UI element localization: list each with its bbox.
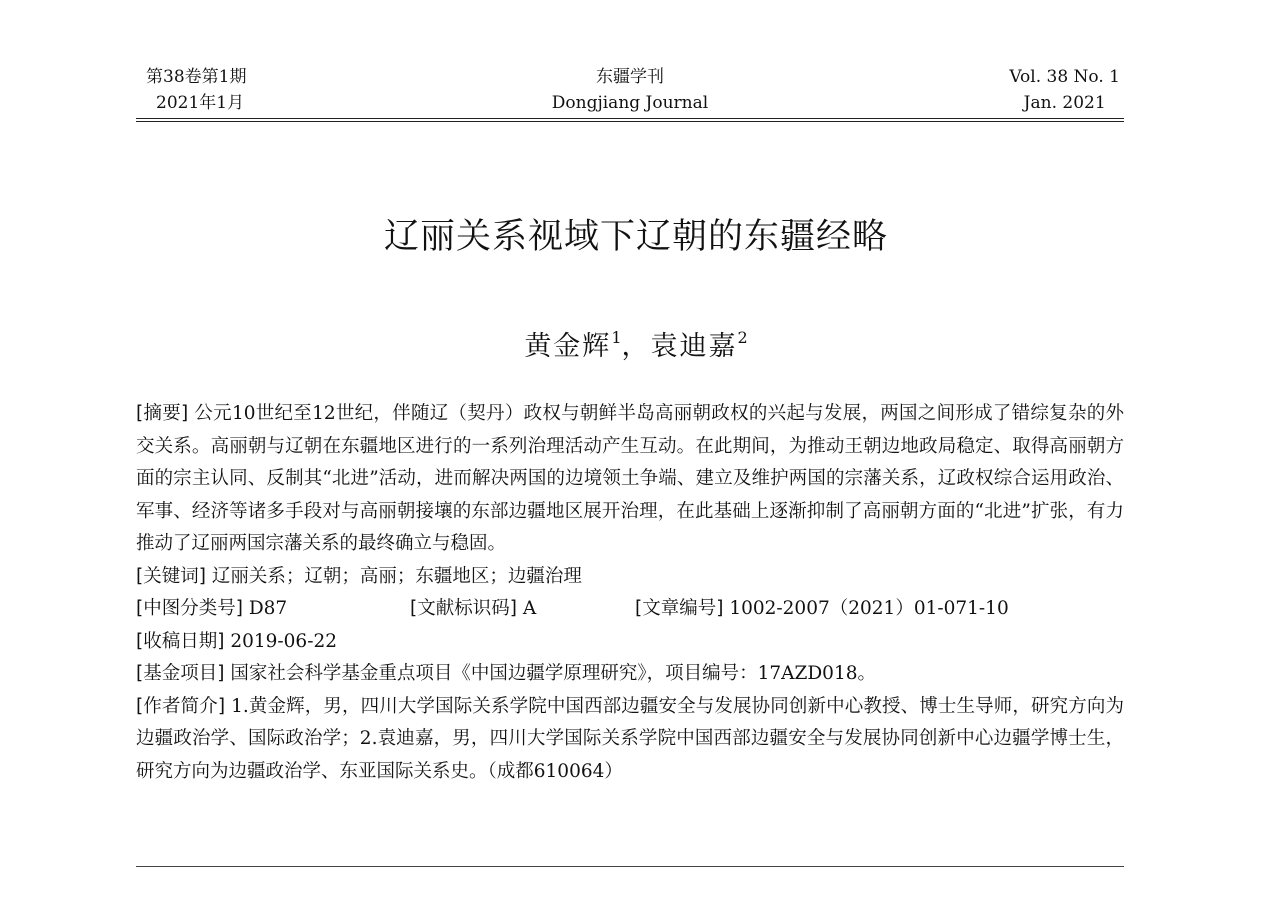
volume-en: Vol. 38 No. 1 (1009, 67, 1120, 87)
front-matter (136, 398, 1124, 788)
author-bio (136, 691, 1124, 789)
clc-label: [中图分类号] (136, 598, 243, 619)
author-2-affiliation: 2 (737, 328, 748, 347)
fund-label: [基金项目] (136, 663, 225, 684)
fund-project (136, 658, 1124, 691)
header-center (136, 64, 1124, 116)
running-header (136, 62, 1124, 120)
document-code (410, 593, 536, 626)
journal-name-cn: 东疆学刊 (596, 67, 664, 87)
clc-value: D87 (248, 598, 288, 619)
author-line (0, 318, 1272, 367)
author-2: 袁迪嘉 (650, 331, 738, 362)
article-number (635, 593, 1009, 626)
document-code-value: A (522, 598, 537, 619)
article-number-label: [文章编号] (635, 598, 724, 619)
document-code-label: [文献标识码] (410, 598, 517, 619)
keywords-text: 辽丽关系；辽朝；高丽；东疆地区；边疆治理 (211, 565, 582, 587)
received-date (136, 626, 1124, 659)
classification-row (136, 593, 1124, 626)
received-value: 2019-06-22 (230, 630, 337, 652)
fund-text: 国家社会科学基金重点项目《中国边疆学原理研究》，项目编号：17AZD018。 (230, 663, 876, 684)
abstract-text: 公元10世纪至12世纪，伴随辽（契丹）政权与朝鲜半岛高丽朝政权的兴起与发展，两国之间形成了错综复杂的外交关系。高丽朝与辽朝在东疆地区进行的一系列治理活动产生互动。在此期间，为推动王朝边地政局稳定、取得高丽朝方面的宗主认同、反制其“北进”活动，进而解决两国的边境领土争端、建立及维护两国的宗藩关系，辽政权综合运用政治、军事、经济等诸多手段对与高丽朝接壤的东部边疆地区展开治理，在此基础上逐渐抑制了高丽朝方面的“北进”扩张，有力推动了辽丽两国宗藩关系的最终确立与稳固。 (136, 403, 1124, 554)
keywords-label: [关键词] (136, 565, 206, 587)
author-1: 黄金辉 (524, 331, 612, 362)
header-rule-bottom (136, 121, 1124, 122)
journal-name-en: Dongjiang Journal (551, 93, 709, 113)
volume-issue: 第38卷第1期 (146, 67, 247, 87)
footnote-rule (136, 866, 1124, 867)
abstract-label: [摘要] (136, 403, 189, 424)
header-right (1009, 64, 1120, 116)
article-title: 辽丽关系视域下辽朝的东疆经略 (383, 217, 888, 257)
clc-number (136, 593, 287, 626)
author-bio-label: [作者简介] (136, 695, 226, 717)
received-label: [收稿日期] (136, 630, 225, 652)
author-1-affiliation: 1 (611, 328, 622, 347)
author-separator: ， (621, 331, 651, 362)
abstract (136, 398, 1124, 561)
author-bio-text: 1.黄金辉，男，四川大学国际关系学院中国西部边疆安全与发展协同创新中心教授、博士生导师，研究方向为边疆政治学、国际政治学；2.袁迪嘉，男，四川大学国际关系学院中国西部边疆安全与发展协同创新中心边疆学博士生，研究方向为边疆政治学、东亚国际关系史。（成都610064） (136, 695, 1125, 782)
header-rule-top (136, 118, 1124, 119)
date-en: Jan. 2021 (1023, 93, 1106, 113)
date-cn: 2021年1月 (156, 93, 245, 113)
keywords (136, 561, 1124, 594)
article-number-value: 1002-2007（2021）01-071-10 (729, 598, 1009, 619)
